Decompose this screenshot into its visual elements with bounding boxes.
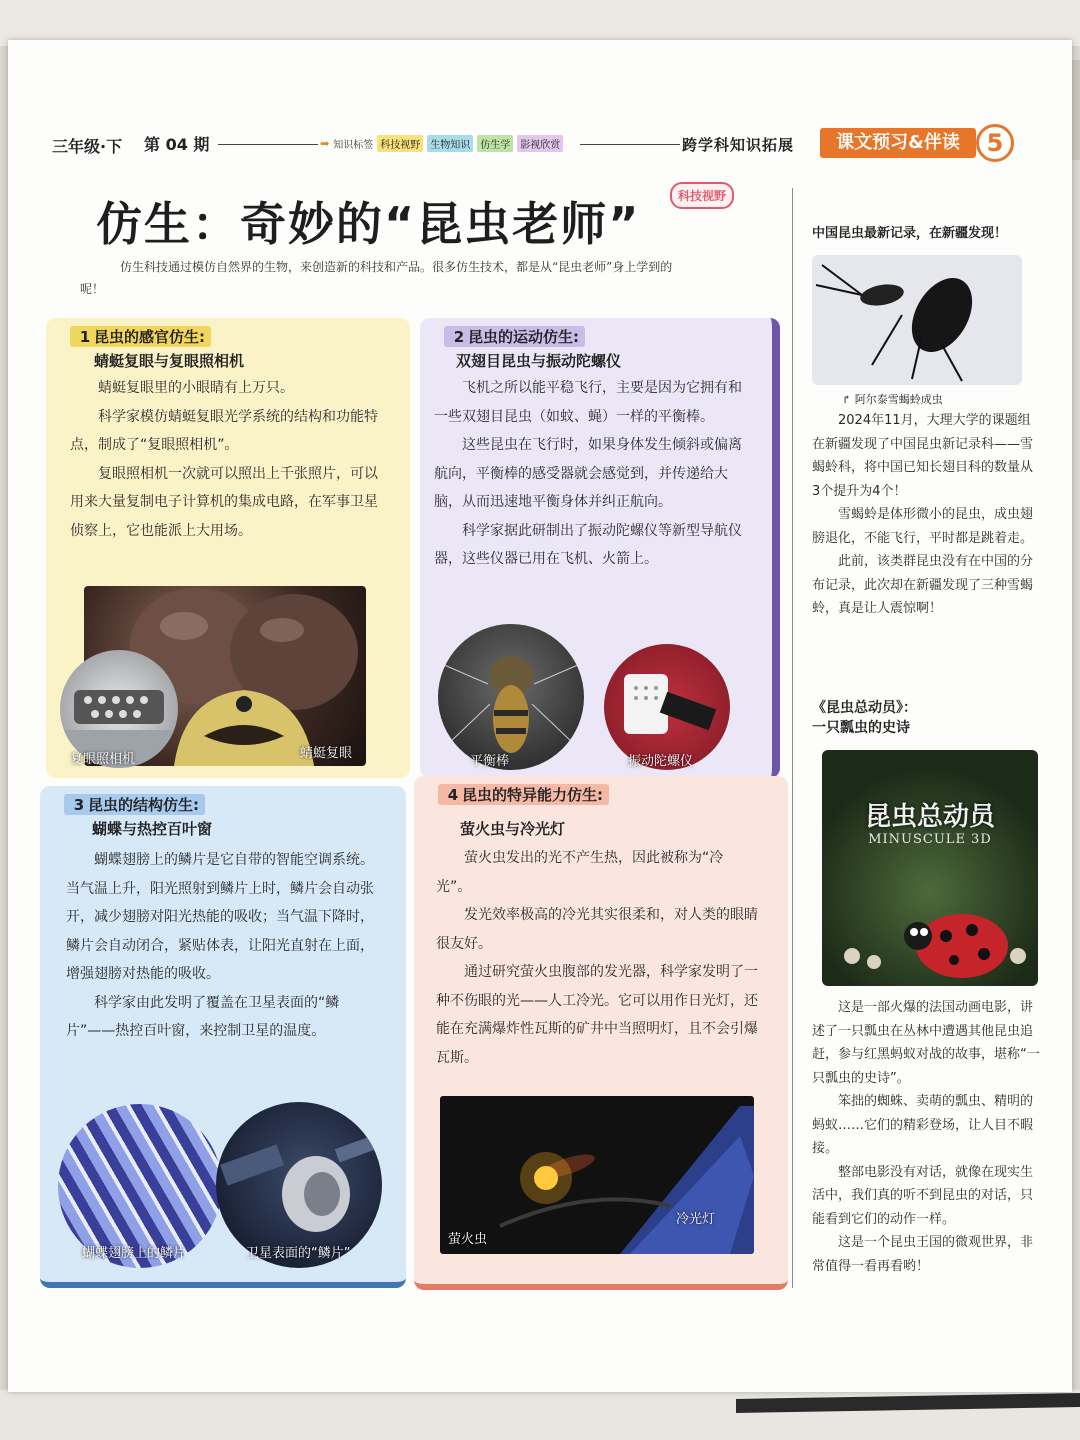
photo-caption: 蜻蜓复眼 — [300, 746, 353, 761]
photo-caption: 蝴蝶翅膀上的鳞片 — [82, 1246, 187, 1261]
panel-tag — [64, 794, 205, 815]
photo-caption: 萤火虫 — [448, 1232, 488, 1247]
header-rule — [580, 144, 680, 145]
panel-tag — [444, 326, 585, 347]
paragraph: 此前，该类群昆虫没有在中国的分布记录，此次却在新疆发现了三种雪蝎蛉，真是让人震惊啊！ — [812, 554, 1034, 616]
photo-caption: 冷光灯 — [676, 1212, 716, 1227]
tags-label: 知识标签 — [333, 140, 374, 151]
news-sidebar — [812, 222, 1040, 621]
panel-special-ability — [414, 776, 788, 1290]
news-text — [812, 409, 1040, 621]
film-poster — [822, 750, 1038, 986]
panel-subtitle: 双翅目昆虫与振动陀螺仪 — [456, 352, 622, 370]
panel-text — [434, 374, 750, 574]
panel-tag — [70, 326, 211, 347]
poster-subtitle: MINUSCULE 3D — [868, 832, 992, 847]
panel-tag — [438, 784, 609, 805]
paragraph: 复眼照相机一次就可以照出上千张照片，可以用来大量复制电子计算机的集成电路，在军事卫星侦察上，它也能派上大用场。 — [70, 465, 378, 539]
panel-number: 1 — [79, 328, 91, 346]
paragraph: 这是一部火爆的法国动画电影，讲述了一只瓢虫在丛林中遭遇其他昆虫追赶，参与红黑蚂蚁对战的故事，堪称“一只瓢虫的史诗”。 — [812, 1000, 1040, 1086]
firefly-photo — [440, 1096, 754, 1254]
film-heading-line: 《昆虫总动员》： — [812, 700, 917, 716]
photo-caption: 振动陀螺仪 — [628, 754, 694, 769]
panel-structure — [40, 786, 406, 1288]
panel-tag-text: 昆虫的结构仿生: — [88, 796, 199, 814]
film-heading-line: 一只瓢虫的史诗 — [812, 720, 910, 736]
panel-text — [66, 846, 384, 1046]
panel-number: 4 — [447, 786, 459, 804]
paragraph: 这些昆虫在飞行时，如果身体发生倾斜或偏离航向，平衡棒的感受器就会感觉到，并传递给大脑，从而迅速地平衡身体并纠正航向。 — [434, 437, 742, 510]
panel-subtitle: 蜻蜓复眼与复眼照相机 — [94, 352, 245, 370]
panel-number: 3 — [73, 796, 85, 814]
panel-number: 2 — [453, 328, 465, 346]
paragraph: 科学家据此研制出了振动陀螺仪等新型导航仪器，这些仪器已用在飞机、火箭上。 — [434, 522, 742, 567]
column-divider — [792, 188, 793, 1288]
panel-subtitle: 蝴蝶与热控百叶窗 — [92, 820, 213, 838]
paragraph: 发光效率极高的冷光其实很柔和，对人类的眼睛很友好。 — [436, 907, 758, 952]
firefly-illustration — [440, 1096, 754, 1254]
section-chip: 课文预习&伴读 — [820, 128, 976, 158]
paragraph: 这是一个昆虫王国的微观世界，非常值得一看再看哟！ — [812, 1235, 1034, 1274]
article-title: 仿生：奇妙的“昆虫老师” — [96, 197, 641, 251]
cross-subject-label: 跨学科知识拓展 — [682, 136, 795, 154]
news-heading: 中国昆虫最新记录，在新疆发现！ — [812, 226, 1008, 241]
paragraph: 科学家模仿蜻蜓复眼光学系统的结构和功能特点，制成了“复眼照相机”。 — [70, 408, 378, 453]
film-text — [812, 996, 1040, 1278]
panel-motion — [420, 318, 780, 778]
paragraph: 笨拙的蜘蛛、卖萌的瓢虫、精明的蚂蚁……它们的精彩登场，让人目不暇接。 — [812, 1094, 1034, 1156]
news-photo-caption: 阿尔泰雪蝎蛉成虫 — [854, 393, 943, 406]
tag-item: 影视欣赏 — [517, 135, 563, 152]
photo-caption: 平衡棒 — [470, 754, 510, 769]
tag-item: 仿生学 — [477, 135, 513, 152]
paragraph: 2024年11月，大理大学的课题组在新疆发现了中国昆虫新记录科——雪蝎蛉科，将中国已知长翅目科的数量从3个提升为4个！ — [812, 413, 1034, 499]
halteres-photo — [438, 624, 584, 770]
paragraph: 蜻蜓复眼里的小眼睛有上万只。 — [98, 380, 294, 396]
panel-tag-text: 昆虫的特异能力仿生: — [462, 786, 603, 804]
panel-text — [436, 844, 758, 1072]
issue-label: 第 04 期 — [144, 135, 210, 154]
tag-item: 科技视野 — [377, 135, 423, 152]
paragraph: 雪蝎蛉是体形微小的昆虫，成虫翅膀退化，不能飞行，平时都是跳着走。 — [812, 507, 1034, 546]
grade-label: 三年级·下 — [52, 137, 123, 156]
panel-sensory — [46, 318, 410, 778]
panel-subtitle: 萤火虫与冷光灯 — [460, 820, 566, 838]
tag-item: 生物知识 — [427, 135, 473, 152]
panel-text — [70, 374, 390, 545]
paragraph: 蝴蝶翅膀上的鳞片是它自带的智能空调系统。当气温上升，阳光照射到鳞片上时，鳞片会自动张开，减少翅膀对阳光热能的吸收；当气温下降时，鳞片会自动闭合，紧贴体表，让阳光直射在上面，增强翅膀对热能的吸收。 — [66, 852, 374, 982]
section-number: 5 — [976, 124, 1014, 162]
panel-tag-text: 昆虫的运动仿生: — [468, 328, 579, 346]
paragraph: 飞机之所以能平稳飞行，主要是因为它拥有和一些双翅目昆虫（如蚊、蝇）一样的平衡棒。 — [434, 380, 742, 425]
page-header — [52, 128, 1022, 162]
arrow-icon: ➡ — [320, 137, 330, 150]
article-intro: 仿生科技通过模仿自然界的生物，来创造新的科技和产品。很多仿生技术，都是从“昆虫老师”身上学到的呢！ — [80, 260, 673, 296]
ladybug-illustration — [822, 750, 1038, 986]
paragraph: 整部电影没有对话，就像在现实生活中，我们真的听不到昆虫的对话，只能看到它们的动作一样。 — [812, 1164, 1034, 1227]
paragraph: 萤火虫发出的光不产生热，因此被称为“冷光”。 — [436, 850, 724, 895]
knowledge-tags — [320, 135, 563, 152]
photo-caption: ↱ 阿尔泰雪蝎蛉成虫 — [842, 393, 943, 406]
title-badge: 科技视野 — [670, 182, 734, 209]
photo-caption: 卫星表面的“鳞片” — [246, 1246, 351, 1261]
fly-illustration — [438, 624, 584, 770]
snow-scorpionfly-photo — [812, 255, 1022, 385]
paragraph: 通过研究萤火虫腹部的发光器，科学家发明了一种不伤眼的光——人工冷光。它可以用作日光灯，还能在充满爆炸性瓦斯的矿井中当照明灯，且不会引爆瓦斯。 — [436, 964, 758, 1066]
film-sidebar — [812, 698, 1040, 1278]
film-heading — [812, 698, 1040, 738]
paragraph: 科学家由此发明了覆盖在卫星表面的“鳞片”——热控百叶窗，来控制卫星的温度。 — [66, 994, 340, 1039]
panel-tag-text: 昆虫的感官仿生: — [94, 328, 205, 346]
header-rule — [218, 144, 318, 145]
poster-title: 昆虫总动员 — [864, 802, 995, 832]
photo-caption: 复眼照相机 — [70, 752, 136, 767]
scorpionfly-illustration — [812, 255, 1022, 385]
